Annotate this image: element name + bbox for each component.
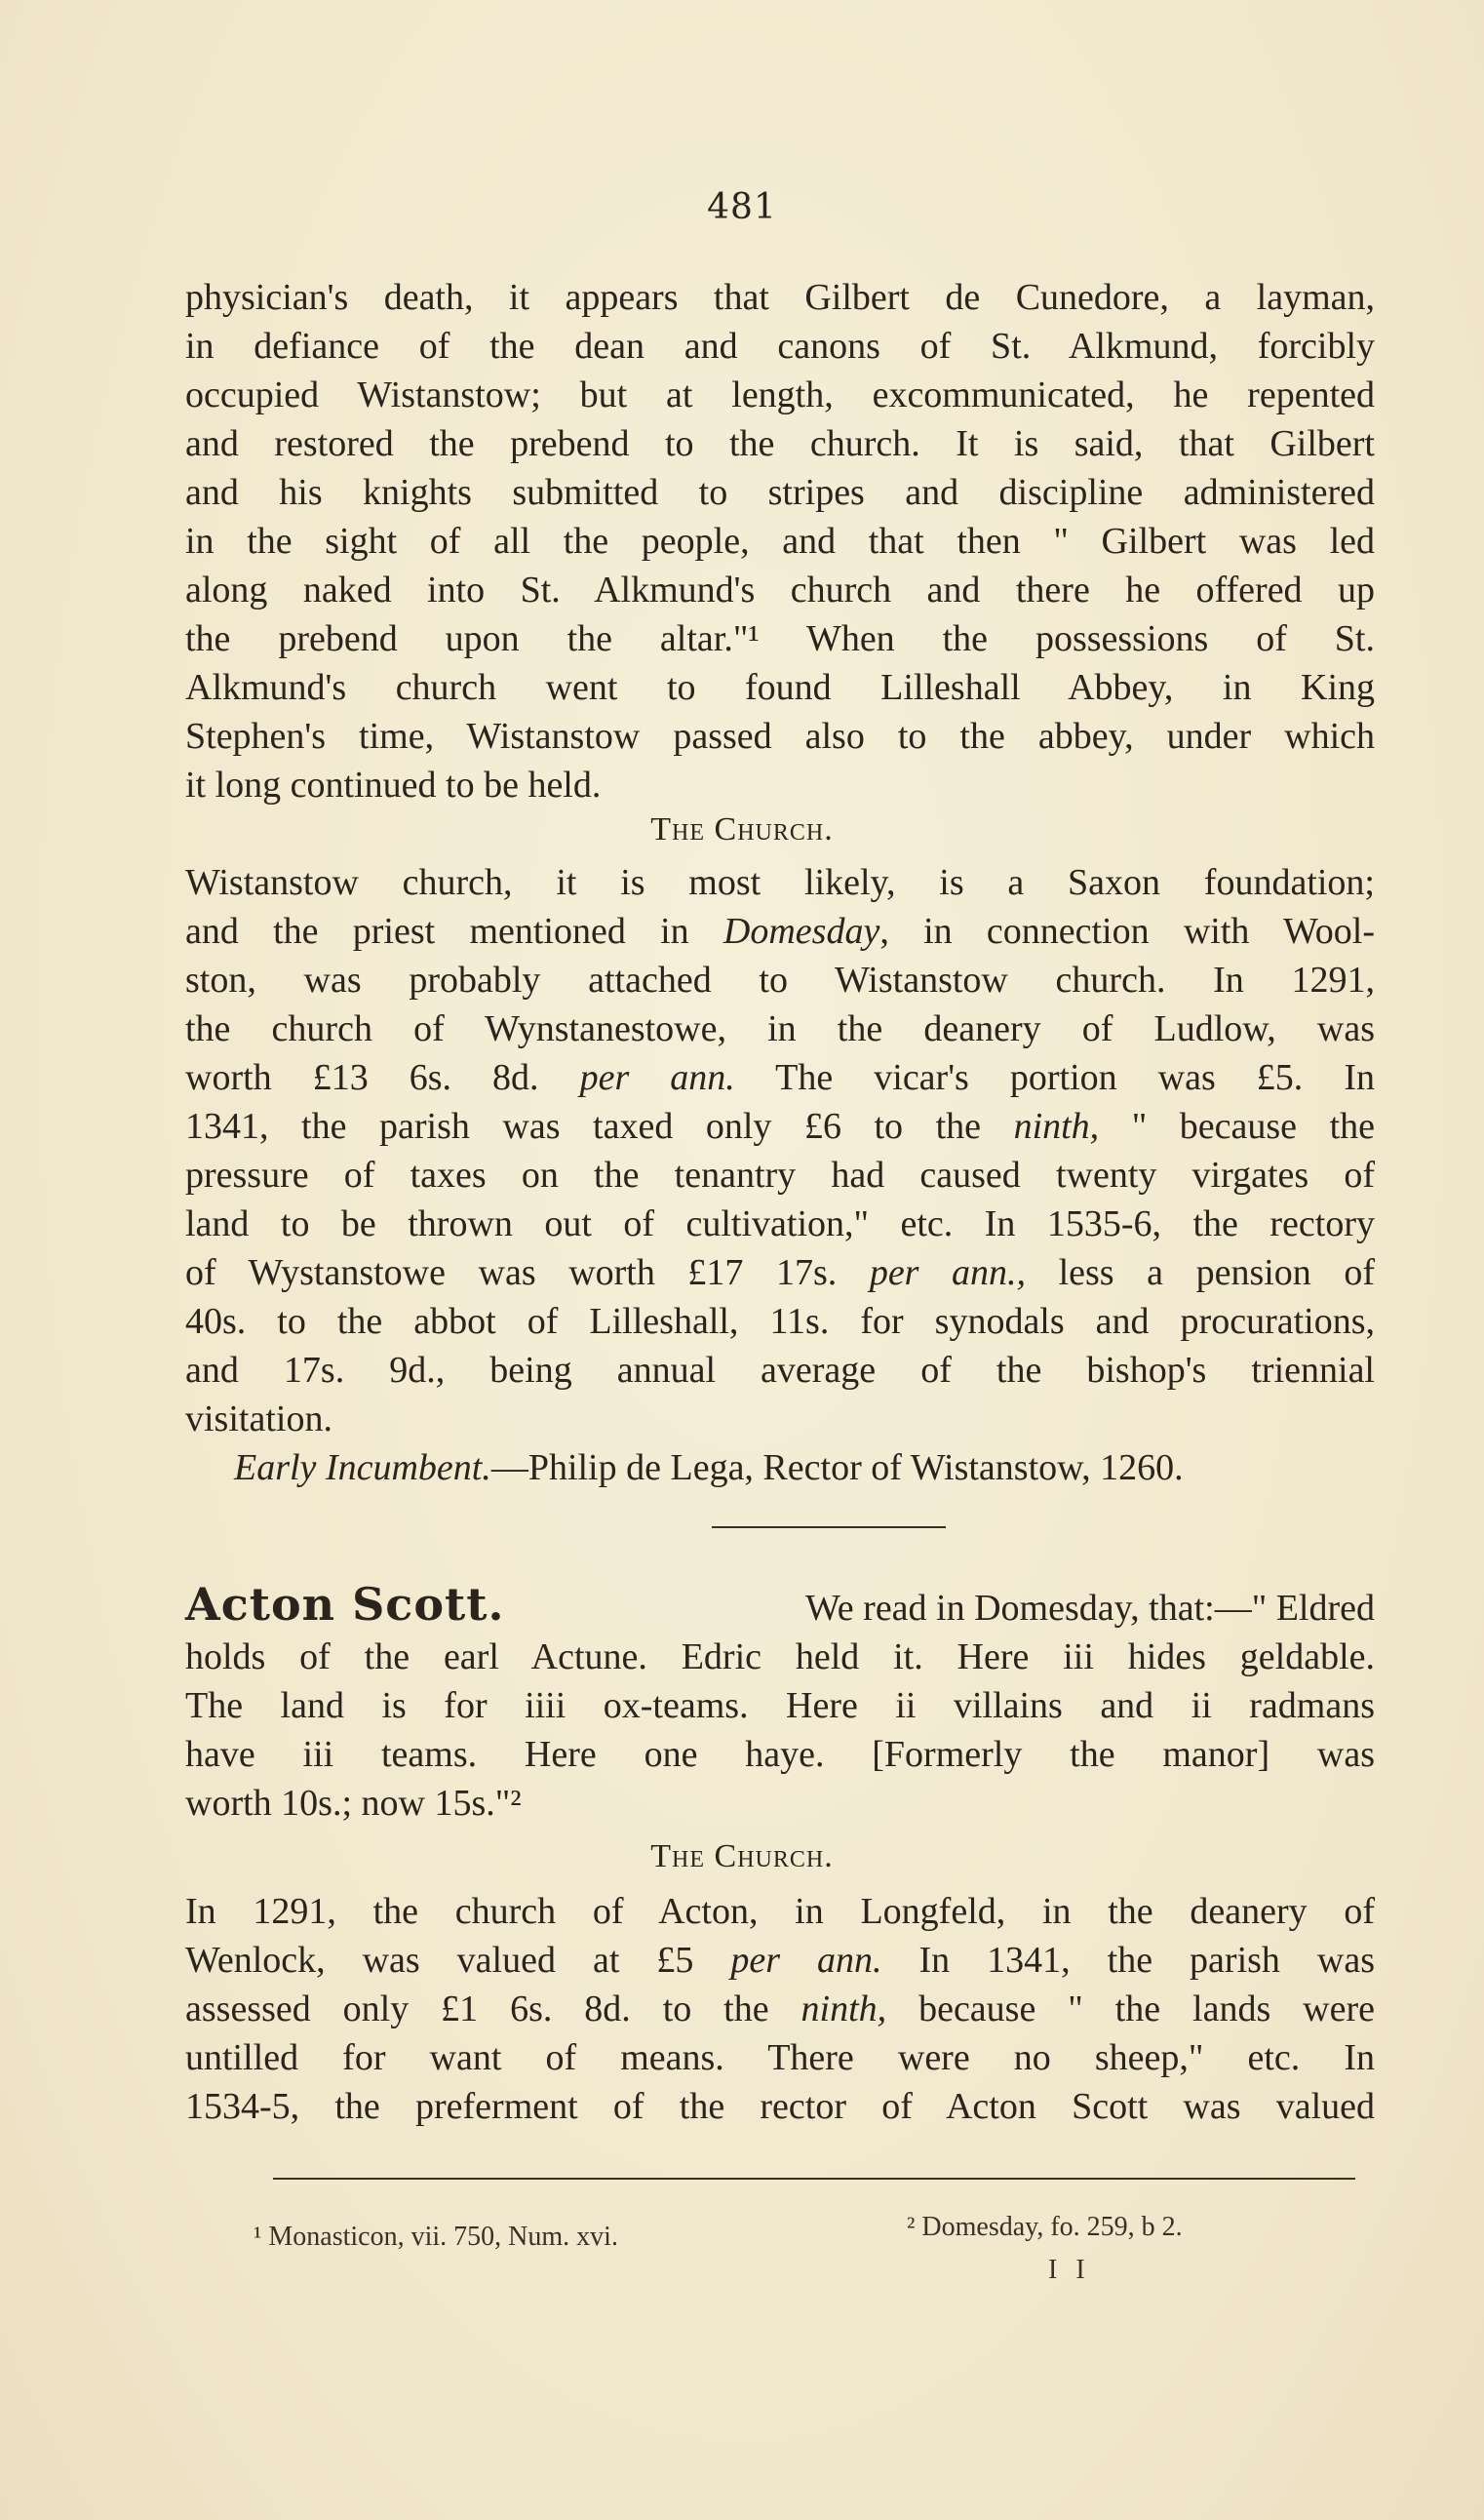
acton-scott-section: [185, 1580, 1375, 1828]
text-line: Wistanstow church, it is most likely, is a Saxon foundation;: [185, 862, 1375, 903]
text-line: untilled for want of means. There were no sheep," etc. In: [185, 2037, 1375, 2078]
text-line: 40s. to the abbot of Lilleshall, 11s. for synodals and procurations,: [185, 1301, 1375, 1342]
text-line: in the sight of all the people, and that then " Gilbert was led: [185, 521, 1375, 562]
text-line: and his knights submitted to stripes and discipline administered: [185, 472, 1375, 513]
text-line: in defiance of the dean and canons of St. Alkmund, forcibly: [185, 326, 1375, 367]
text-line: occupied Wistanstow; but at length, excommunicated, he repented: [185, 374, 1375, 415]
text-line: 1534-5, the preferment of the rector of Acton Scott was valued: [185, 2086, 1375, 2127]
paragraph-3-text: [185, 1633, 1375, 1828]
section-divider: [712, 1526, 946, 1528]
signature-mark: I I: [1048, 2255, 1091, 2285]
text-line: of Wystanstowe was worth £17 17s. per ann., less a pension of: [185, 1252, 1375, 1293]
text-line: worth 10s.; now 15s."²: [185, 1783, 522, 1824]
text-line: Wenlock, was valued at £5 per ann. In 1341, the parish was: [185, 1940, 1376, 1981]
paragraph-2: [185, 858, 1375, 1443]
text-line: The land is for iiii ox-teams. Here ii villains and ii radmans: [185, 1685, 1375, 1726]
text-line: visitation.: [185, 1398, 332, 1439]
text-line: and restored the prebend to the church. It is said, that Gilbert: [185, 423, 1375, 464]
text-line: In 1291, the church of Acton, in Longfeld, in the deanery of: [185, 1891, 1375, 1932]
text-line: 1341, the parish was taxed only £6 to the ninth, " because the: [185, 1106, 1375, 1147]
text-line: and 17s. 9d., being annual average of the bishop's triennial: [185, 1350, 1375, 1391]
footnote-2: ² Domesday, fo. 259, b 2.: [907, 2212, 1183, 2242]
text-line: worth £13 6s. 8d. per ann. The vicar's portion was £5. In: [185, 1057, 1376, 1098]
heading-the-church-1: The Church.: [650, 811, 834, 847]
text-line: Alkmund's church went to found Lilleshall Abbey, in King: [185, 667, 1375, 708]
text-line: it long continued to be held.: [185, 765, 602, 806]
text-line: ston, was probably attached to Wistanstow church. In 1291,: [185, 960, 1375, 1001]
text-line: have iii teams. Here one haye. [Formerly the manor] was: [185, 1734, 1375, 1775]
text-line: pressure of taxes on the tenantry had caused twenty virgates of: [185, 1155, 1375, 1196]
paragraph-1-text: [185, 273, 1375, 809]
text-line: along naked into St. Alkmund's church and there he offered up: [185, 570, 1375, 610]
text-line: the prebend upon the altar."¹ When the possessions of St.: [185, 618, 1375, 659]
section-title: Acton Scott.: [185, 1578, 505, 1631]
paragraph-1: [185, 273, 1375, 809]
incumbent-label: Early Incumbent.: [234, 1447, 491, 1488]
paragraph-2-text: [185, 858, 1375, 1443]
heading-the-church-2: The Church.: [650, 1838, 834, 1874]
text-line: assessed only £1 6s. 8d. to the ninth, because " the lands were: [185, 1988, 1375, 2029]
section-first-line: We read in Domesday, that:—" Eldred: [804, 1588, 1375, 1629]
footnote-1: ¹ Monasticon, vii. 750, Num. xvi.: [254, 2222, 618, 2252]
text-line: land to be thrown out of cultivation," etc. In 1535-6, the rectory: [185, 1203, 1375, 1244]
text-line: the church of Wynstanestowe, in the deanery of Ludlow, was: [185, 1008, 1375, 1049]
early-incumbent: [234, 1443, 1375, 1492]
text-line: holds of the earl Actune. Edric held it. Here iii hides geldable.: [185, 1636, 1375, 1677]
incumbent-text: —Philip de Lega, Rector of Wistanstow, 1260.: [490, 1447, 1184, 1488]
paragraph-4: [185, 1887, 1375, 2131]
text-line: physician's death, it appears that Gilbert de Cunedore, a layman,: [185, 277, 1375, 318]
footnote-rule: [273, 2178, 1355, 2180]
text-line: and the priest mentioned in Domesday, in connection with Wool-: [185, 911, 1375, 952]
page-number: 481: [707, 187, 777, 227]
text-line: Stephen's time, Wistanstow passed also to the abbey, under which: [185, 716, 1375, 757]
paragraph-4-text: [185, 1887, 1375, 2131]
